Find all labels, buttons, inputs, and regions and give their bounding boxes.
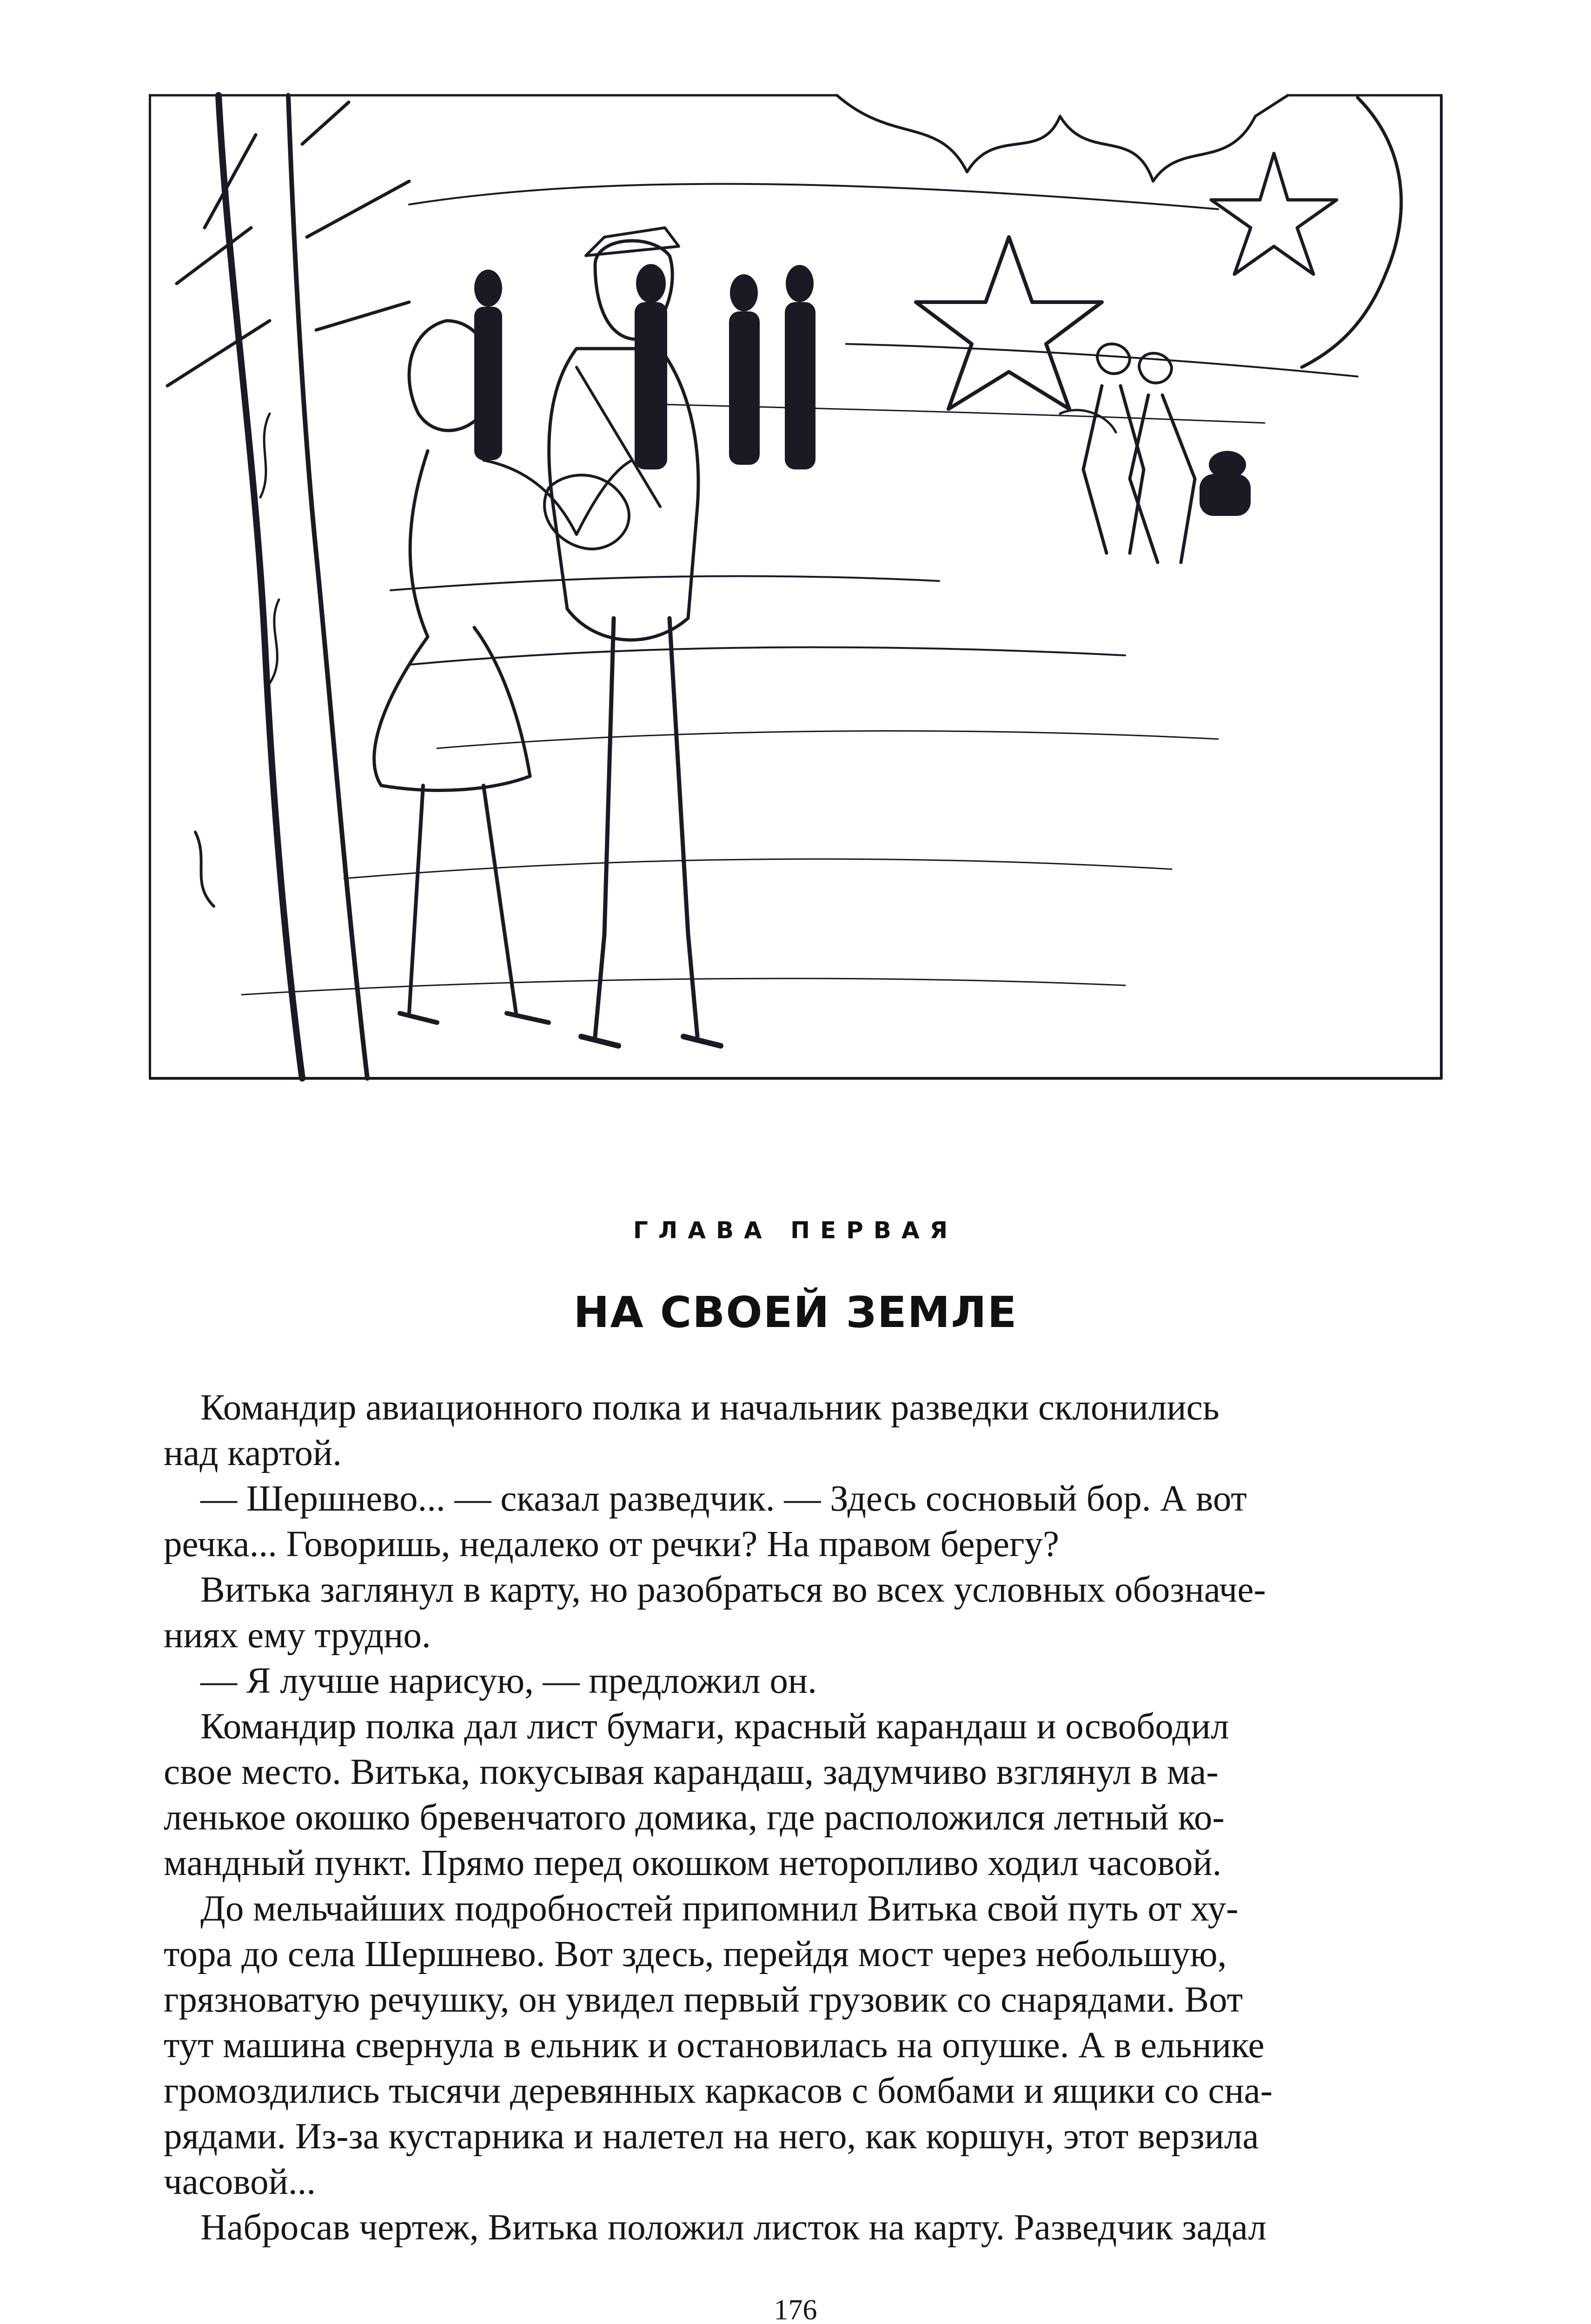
page-number: 176 — [774, 2294, 817, 2324]
text-line: — Я лучше нарисую, — предложил он. — [164, 1661, 817, 1701]
text-line: речка... Говоришь, недалеко от речки? На правом берегу? — [164, 1524, 1060, 1565]
chapter-body-text — [164, 1385, 1484, 2251]
text-line: грязноватую речушку, он увидел первый грузовик со снарядами. Вот — [164, 1980, 1243, 2020]
paragraph — [164, 1658, 1484, 1704]
text-line: над картой. — [164, 1433, 342, 1473]
text-line: мандный пункт. Прямо перед окошком неторопливо ходил часовой. — [164, 1843, 1222, 1883]
chapter-label: ГЛАВА ПЕРВАЯ — [633, 1217, 958, 1244]
illustration-drawing — [149, 88, 1446, 1088]
text-line: громоздились тысячи деревянных каркасов с бомбами и ящики со сна- — [164, 2071, 1273, 2111]
paragraph — [164, 1476, 1484, 1567]
text-line: часовой... — [164, 2162, 316, 2202]
paragraph — [164, 1567, 1484, 1658]
text-line: ниях ему трудно. — [164, 1615, 431, 1656]
text-line: свое место. Витька, покусывая карандаш, задумчиво взглянул в ма- — [164, 1752, 1219, 1792]
text-line: Командир полка дал лист бумаги, красный карандаш и освободил — [164, 1706, 1229, 1747]
text-line: ленькое окошко бревенчатого домика, где расположился летный ко- — [164, 1797, 1225, 1838]
text-line: тут машина свернула в ельник и остановилась на опушке. А в ельнике — [164, 2025, 1265, 2066]
text-line: рядами. Из-за кустарника и налетел на него, как коршун, этот верзила — [164, 2116, 1259, 2157]
text-line: Витька заглянул в карту, но разобраться во всех условных обозначе- — [164, 1570, 1266, 1610]
paragraph — [164, 2205, 1484, 2251]
paragraph — [164, 1385, 1484, 1476]
paragraph — [164, 1704, 1484, 1886]
text-line: — Шершнево... — сказал разведчик. — Здесь сосновый бор. А вот — [164, 1479, 1247, 1519]
paragraph — [164, 1886, 1484, 2205]
text-line: До мельчайших подробностей припомнил Витька свой путь от ху- — [164, 1888, 1239, 1929]
text-line: тора до села Шершнево. Вот здесь, перейдя мост через небольшую, — [164, 1934, 1227, 1974]
soldiers-farewell-illustration — [149, 88, 1446, 1088]
text-line: Набросав чертеж, Витька положил листок на карту. Разведчик задал — [164, 2207, 1266, 2248]
text-line: Командир авиационного полка и начальник разведки склонились — [164, 1387, 1220, 1428]
chapter-title: НА СВОЕЙ ЗЕМЛЕ — [573, 1287, 1018, 1337]
